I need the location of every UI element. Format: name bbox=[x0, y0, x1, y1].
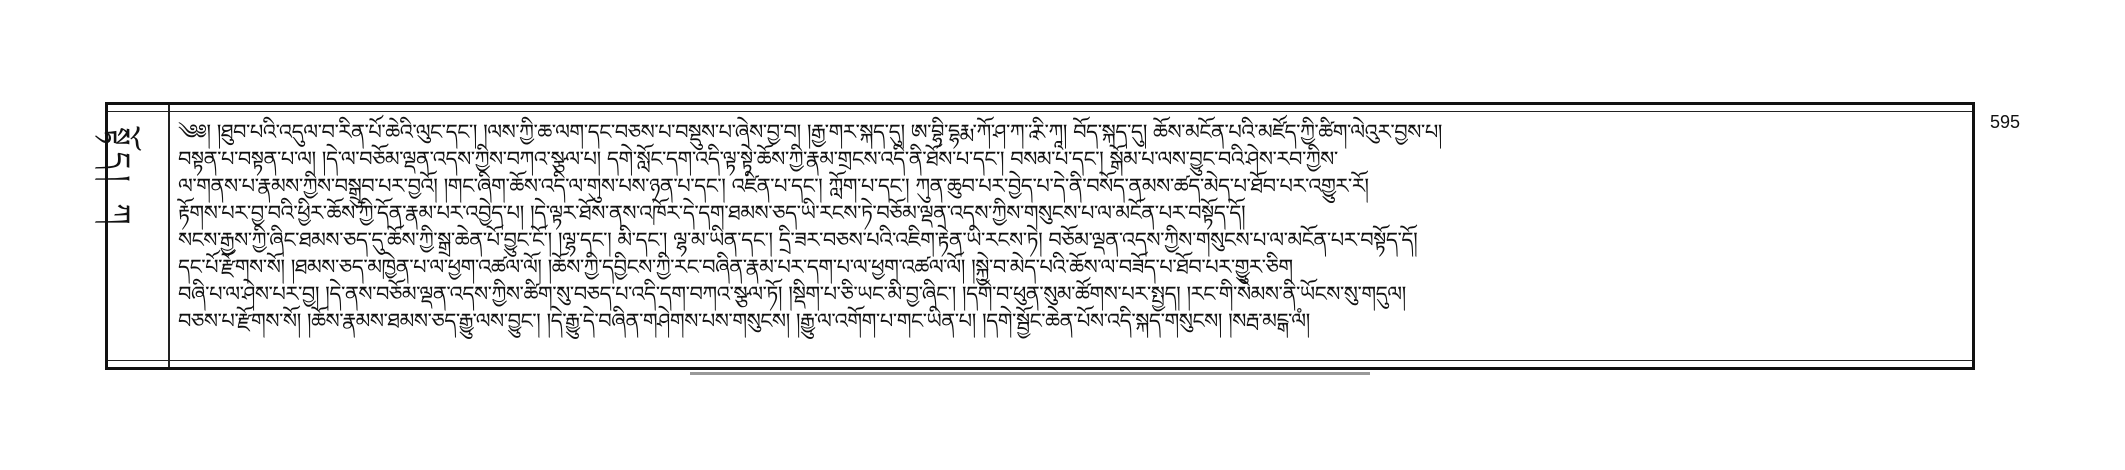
text-line-2: བསྟན་པ་བསྟན་པ་ལ། །དེ་ལ་བཅོམ་ལྡན་འདས་ཀྱིས་བཀའ་སྩལ་པ། དགེ་སློང་དག་འདི་ལྟ་སྟེ་ཆོས་ཀྱི་རྣམ་གྲངས་འདི་ནི་ཐོས་པ་དང་། བསམ་པ་དང་། སྒོམ་པ་ལས་བྱུང་བའི་ཤེས་རབ་ཀྱིས་ bbox=[178, 147, 1338, 171]
text-line-6: དང་པོ་རྫོགས་སོ། །ཐམས་ཅད་མཁྱེན་པ་ལ་ཕྱག་འཚལ་ལོ། །ཆོས་ཀྱི་དབྱིངས་ཀྱི་རང་བཞིན་རྣམ་པར་དག་པ་ལ་ཕྱག་འཚལ་ལོ། །སྐྱེ་བ་མེད་པའི་ཆོས་ལ་བཟོད་པ་ཐོབ་པར་གྱུར་ཅིག bbox=[178, 255, 1293, 279]
text-block bbox=[178, 119, 1968, 363]
text-line-5: སངས་རྒྱས་ཀྱི་ཞིང་ཐམས་ཅད་དུ་ཆོས་ཀྱི་སྒྲ་ཆེན་པོ་བྱུང་ངོ་། །ལྷ་དང་། མི་དང་། ལྷ་མ་ཡིན་དང་། དྲི་ཟར་བཅས་པའི་འཇིག་རྟེན་ཡི་རངས་ཏེ། བཅོམ་ལྡན་འདས་ཀྱིས་གསུངས་པ་ལ་མངོན་པར་བསྟོད་དོ། bbox=[178, 228, 1418, 252]
scan-shadow-line bbox=[690, 372, 1370, 375]
margin-title: སྟོད། ཀ bbox=[101, 127, 136, 231]
page-number: 595 bbox=[1990, 112, 2021, 132]
text-line-3: ལ་གནས་པ་རྣམས་ཀྱིས་བསྒྲུབ་པར་བྱའོ། །གང་ཞིག་ཆོས་འདི་ལ་གུས་པས་ཉན་པ་དང་། འཛིན་པ་དང་། ཀློག་པ་དང་། ཀུན་ཆུབ་པར་བྱེད་པ་དེ་ནི་བསོད་ནམས་ཚད་མེད་པ་ཐོབ་པར་འགྱུར་རོ། bbox=[178, 174, 1369, 198]
text-line-1: ༄༅། །ཐུབ་པའི་འདུལ་བ་རིན་པོ་ཆེའི་ལུང་དང་། །ལས་ཀྱི་ཆ་ལག་དང་བཅས་པ་བསྡུས་པ་ཞེས་བྱ་བ། །རྒྱ་གར་སྐད་དུ། ཨ་བྷི་དྷརྨ་ཀོ་ཤ་ཀ་ཱ་རི་ཀཱ། བོད་སྐད་དུ། ཆོས་མངོན་པའི་མཛོད་ཀྱི་ཚིག་ལེའུར་བྱས་པ། bbox=[178, 120, 1442, 144]
text-line-4: རྟོགས་པར་བྱ་བའི་ཕྱིར་ཆོས་ཀྱི་དོན་རྣམ་པར་འབྱེད་པ། །དེ་ལྟར་ཐོས་ནས་འཁོར་དེ་དག་ཐམས་ཅད་ཡི་རངས་ཏེ་བཅོམ་ལྡན་འདས་ཀྱིས་གསུངས་པ་ལ་མངོན་པར་བསྟོད་དོ། bbox=[178, 201, 1246, 225]
inner-rule-top bbox=[108, 111, 1972, 112]
text-line-8: བཅས་པ་རྫོགས་སོ། །ཆོས་རྣམས་ཐམས་ཅད་རྒྱུ་ལས་བྱུང་། །དེ་རྒྱུ་དེ་བཞིན་གཤེགས་པས་གསུངས། །རྒྱུ་ལ་འགོག་པ་གང་ཡིན་པ། །དགེ་སྦྱོང་ཆེན་པོས་འདི་སྐད་གསུངས། །སརྦ་མངྒ་ལཾ། bbox=[178, 309, 1310, 333]
text-line-7: བཞི་པ་ལ་ཤེས་པར་བྱ། །དེ་ནས་བཅོམ་ལྡན་འདས་ཀྱིས་ཚིག་སུ་བཅད་པ་འདི་དག་བཀའ་སྩལ་ཏོ། །སྡིག་པ་ཅི་ཡང་མི་བྱ་ཞིང་། །དགེ་བ་ཕུན་སུམ་ཚོགས་པར་སྤྱད། །རང་གི་སེམས་ནི་ཡོངས་སུ་གདུལ། bbox=[178, 282, 1406, 306]
folio-frame bbox=[101, 102, 1975, 370]
margin-panel bbox=[101, 105, 170, 367]
